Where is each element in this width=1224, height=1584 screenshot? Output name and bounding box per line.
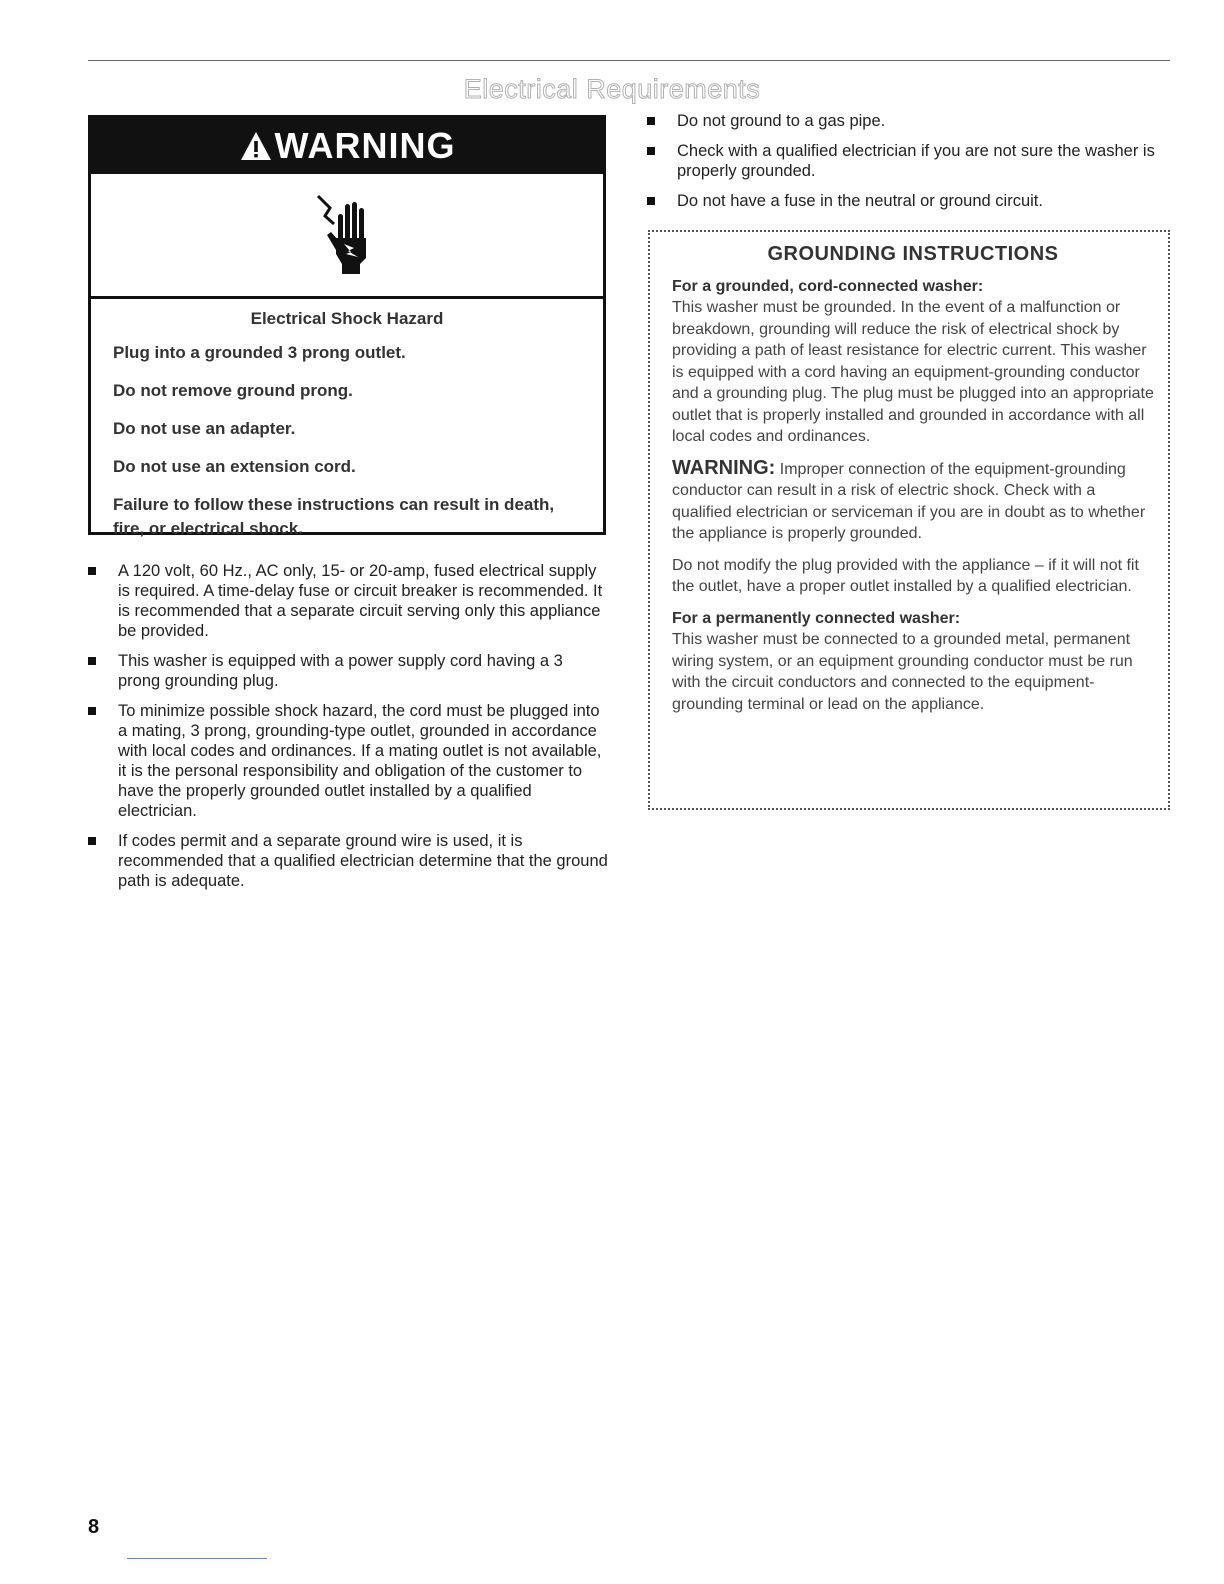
grounding-title: GROUNDING INSTRUCTIONS: [767, 243, 1059, 265]
warning-header-text: WARNING: [274, 125, 456, 166]
bullet-square-icon: [88, 837, 96, 845]
bullet-square-icon: [88, 567, 96, 575]
warning-instruction: Do not remove ground prong.: [113, 381, 353, 400]
warning-box: [88, 115, 606, 538]
list-item: [647, 141, 1167, 181]
cord-connected-text: This washer must be grounded. In the event of a malfunction or breakdown, grounding will reduce the risk of electrical shock by providing a path of least resistance for electric current. This washer is equipped with a cord having an equipment-grounding conductor and a grounding plug. The plug must be plugged into an appropriate outlet that is properly installed and grounded in accordance with all local codes and ordinances.: [672, 299, 1154, 445]
warning-instruction: Do not use an adapter.: [113, 419, 296, 438]
list-item-text: This washer is equipped with a power supply cord having a 3 prong grounding plug.: [118, 652, 563, 690]
list-item: [88, 701, 608, 821]
list-item: [647, 191, 1167, 211]
list-item: [88, 831, 608, 891]
grounding-warning-label: WARNING:: [672, 456, 776, 479]
list-item: [88, 651, 608, 691]
grounding-instructions-box: [648, 230, 1170, 810]
bullet-square-icon: [647, 197, 655, 205]
warning-instruction: Do not use an extension cord.: [113, 457, 356, 476]
bullet-square-icon: [647, 117, 655, 125]
page-number: 8: [88, 1516, 100, 1538]
warning-triangle-icon: [239, 130, 273, 162]
permanent-connected-heading: For a permanently connected washer:: [672, 609, 961, 627]
list-item-text: To minimize possible shock hazard, the cord must be plugged into a mating, 3 prong, grounding-type outlet, grounded in accordance with local codes and ordinances. If a mating outlet is not available, it is the personal responsibility and obligation of the customer to have the properly grounded outlet installed by a qualified electrician.: [118, 702, 602, 820]
top-rule: [88, 60, 1170, 61]
list-item: [88, 561, 608, 641]
grounding-warning-text: Improper connection of the equipment-grounding conductor can result in a risk of electric shock. Check with a qualified electrician or serviceman if you are in doubt as to whether the appliance is properly grounded.: [672, 460, 1146, 542]
warning-header: [91, 118, 603, 174]
bullet-square-icon: [88, 657, 96, 665]
hazard-title: Electrical Shock Hazard: [250, 309, 444, 328]
permanent-connected-text: This washer must be connected to a grounded metal, permanent wiring system, or an equipment grounding conductor must be run with the circuit conductors and connected to the equipment-grounding terminal or lead on the appliance.: [672, 631, 1133, 713]
grounding-warning: [672, 458, 1154, 545]
list-item-text: Do not have a fuse in the neutral or ground circuit.: [677, 192, 1043, 210]
bullet-square-icon: [647, 147, 655, 155]
list-item-text: A 120 volt, 60 Hz., AC only, 15- or 20-amp, fused electrical supply is required. A time-delay fuse or circuit breaker is recommended. It is recommended that a separate circuit serving only this appliance be provided.: [118, 562, 603, 640]
right-bullet-list: [647, 111, 1167, 221]
warning-instruction: Plug into a grounded 3 prong outlet.: [113, 343, 406, 362]
warning-icon-area: [91, 174, 603, 299]
list-item-text: Check with a qualified electrician if you are not sure the washer is properly grounded.: [677, 142, 1155, 180]
list-item-text: If codes permit and a separate ground wire is used, it is recommended that a qualified electrician determine that the ground path is adequate.: [118, 832, 608, 890]
warning-body: [91, 299, 603, 541]
bottom-rule: [127, 1558, 267, 1559]
list-item: [647, 111, 1167, 131]
modify-plug-text: Do not modify the plug provided with the appliance – if it will not fit the outlet, have a proper outlet installed by a qualified electrician.: [672, 556, 1139, 595]
list-item-text: Do not ground to a gas pipe.: [677, 112, 886, 130]
warning-instruction: Failure to follow these instructions can result in death, fire, or electrical shock.: [113, 495, 555, 538]
cord-connected-heading: For a grounded, cord-connected washer:: [672, 277, 984, 295]
left-bullet-list: [88, 561, 608, 901]
electric-shock-hand-icon: [316, 194, 378, 276]
section-title: Electrical Requirements: [463, 74, 761, 104]
bullet-square-icon: [88, 707, 96, 715]
